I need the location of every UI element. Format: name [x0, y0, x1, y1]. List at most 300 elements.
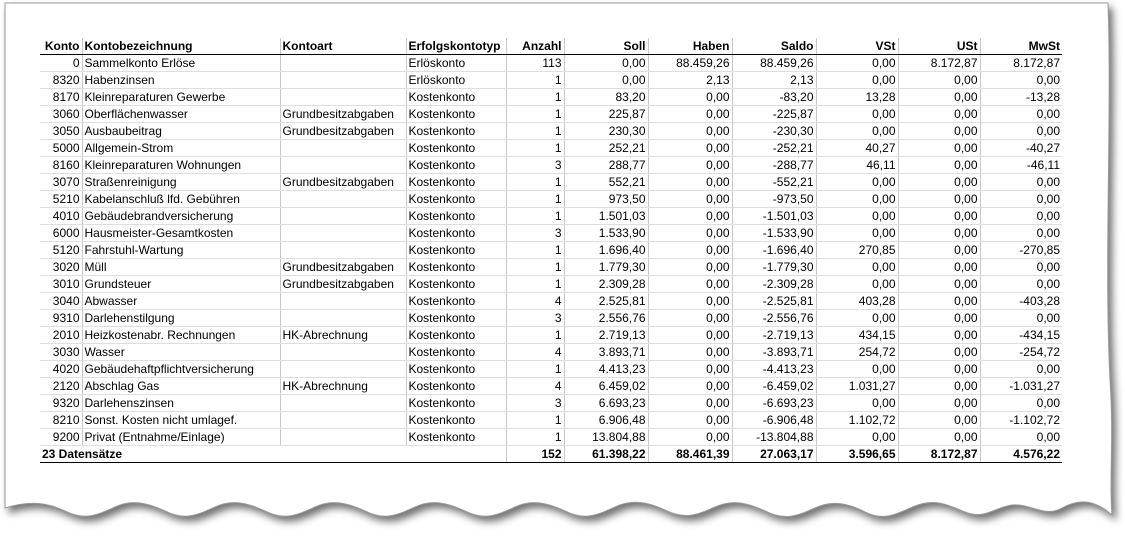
- cell-mwst: 0,00: [980, 225, 1062, 242]
- cell-typ: Kostenkonto: [406, 89, 506, 106]
- cell-bez: Kleinreparaturen Wohnungen: [82, 157, 280, 174]
- cell-art: [280, 89, 406, 106]
- cell-anzahl: 1: [506, 361, 564, 378]
- cell-konto: 3010: [40, 276, 82, 293]
- cell-soll: 2.556,76: [564, 310, 648, 327]
- cell-typ: Kostenkonto: [406, 378, 506, 395]
- cell-ust: 0,00: [898, 174, 980, 191]
- cell-anzahl: 4: [506, 378, 564, 395]
- cell-ust: 0,00: [898, 412, 980, 429]
- cell-ust: 8.172,87: [898, 55, 980, 72]
- cell-soll: 6.459,02: [564, 378, 648, 395]
- cell-anzahl: 3: [506, 225, 564, 242]
- cell-saldo: -225,87: [732, 106, 816, 123]
- cell-haben: 0,00: [648, 123, 732, 140]
- cell-ust: 0,00: [898, 361, 980, 378]
- cell-haben: 0,00: [648, 361, 732, 378]
- cell-saldo: -6.459,02: [732, 378, 816, 395]
- table-row: [40, 157, 1062, 174]
- cell-anzahl: 3: [506, 395, 564, 412]
- cell-saldo: -6.693,23: [732, 395, 816, 412]
- cell-soll: 6.693,23: [564, 395, 648, 412]
- cell-bez: Privat (Entnahme/Einlage): [82, 429, 280, 446]
- header-art: Kontoart: [280, 38, 406, 55]
- cell-art: [280, 55, 406, 72]
- cell-anzahl: 3: [506, 310, 564, 327]
- cell-ust: 0,00: [898, 106, 980, 123]
- cell-soll: 252,21: [564, 140, 648, 157]
- cell-soll: 4.413,23: [564, 361, 648, 378]
- table-row: [40, 123, 1062, 140]
- cell-bez: Darlehenszinsen: [82, 395, 280, 412]
- cell-bez: Straßenreinigung: [82, 174, 280, 191]
- cell-typ: Kostenkonto: [406, 191, 506, 208]
- cell-haben: 0,00: [648, 378, 732, 395]
- cell-mwst: 0,00: [980, 429, 1062, 446]
- cell-mwst: 0,00: [980, 106, 1062, 123]
- cell-saldo: -4.413,23: [732, 361, 816, 378]
- cell-vst: 1.102,72: [816, 412, 898, 429]
- cell-saldo: -1.779,30: [732, 259, 816, 276]
- cell-saldo: -1.696,40: [732, 242, 816, 259]
- table-row: [40, 276, 1062, 293]
- cell-haben: 2,13: [648, 72, 732, 89]
- table-row: [40, 225, 1062, 242]
- cell-anzahl: 1: [506, 208, 564, 225]
- cell-bez: Ausbaubeitrag: [82, 123, 280, 140]
- cell-konto: 5210: [40, 191, 82, 208]
- cell-bez: Fahrstuhl-Wartung: [82, 242, 280, 259]
- cell-vst: 0,00: [816, 276, 898, 293]
- table-body: [40, 55, 1062, 446]
- cell-anzahl: 3: [506, 157, 564, 174]
- cell-mwst: 0,00: [980, 208, 1062, 225]
- cell-ust: 0,00: [898, 429, 980, 446]
- header-bez: Kontobezeichnung: [82, 38, 280, 55]
- cell-art: Grundbesitzabgaben: [280, 276, 406, 293]
- table-row: [40, 344, 1062, 361]
- total-mwst: 4.576,22: [980, 446, 1062, 463]
- cell-haben: 0,00: [648, 89, 732, 106]
- cell-bez: Müll: [82, 259, 280, 276]
- cell-saldo: -2.556,76: [732, 310, 816, 327]
- cell-bez: Oberflächenwasser: [82, 106, 280, 123]
- cell-konto: 3030: [40, 344, 82, 361]
- cell-art: Grundbesitzabgaben: [280, 174, 406, 191]
- cell-ust: 0,00: [898, 327, 980, 344]
- cell-soll: 3.893,71: [564, 344, 648, 361]
- table-row: [40, 429, 1062, 446]
- table-row: [40, 106, 1062, 123]
- header-haben: Haben: [648, 38, 732, 55]
- table-row: [40, 174, 1062, 191]
- cell-anzahl: 1: [506, 72, 564, 89]
- cell-bez: Abwasser: [82, 293, 280, 310]
- table-row: [40, 310, 1062, 327]
- total-ust: 8.172,87: [898, 446, 980, 463]
- table-row: [40, 208, 1062, 225]
- cell-art: [280, 242, 406, 259]
- cell-konto: 6000: [40, 225, 82, 242]
- cell-ust: 0,00: [898, 157, 980, 174]
- cell-art: HK-Abrechnung: [280, 327, 406, 344]
- cell-art: Grundbesitzabgaben: [280, 259, 406, 276]
- cell-bez: Grundsteuer: [82, 276, 280, 293]
- cell-art: [280, 293, 406, 310]
- total-vst: 3.596,65: [816, 446, 898, 463]
- table-row: [40, 327, 1062, 344]
- cell-saldo: -3.893,71: [732, 344, 816, 361]
- cell-konto: 3040: [40, 293, 82, 310]
- cell-saldo: -1.501,03: [732, 208, 816, 225]
- cell-soll: 230,30: [564, 123, 648, 140]
- cell-vst: 270,85: [816, 242, 898, 259]
- cell-vst: 0,00: [816, 429, 898, 446]
- cell-typ: Kostenkonto: [406, 412, 506, 429]
- account-table: [40, 38, 1062, 463]
- header-row: [40, 38, 1062, 55]
- cell-konto: 9310: [40, 310, 82, 327]
- cell-art: [280, 72, 406, 89]
- cell-saldo: -6.906,48: [732, 412, 816, 429]
- table-row: [40, 140, 1062, 157]
- cell-konto: 8320: [40, 72, 82, 89]
- cell-mwst: 0,00: [980, 310, 1062, 327]
- cell-haben: 0,00: [648, 191, 732, 208]
- cell-konto: 0: [40, 55, 82, 72]
- cell-ust: 0,00: [898, 378, 980, 395]
- cell-konto: 3060: [40, 106, 82, 123]
- cell-bez: Gebäudebrandversicherung: [82, 208, 280, 225]
- cell-vst: 46,11: [816, 157, 898, 174]
- cell-saldo: -973,50: [732, 191, 816, 208]
- cell-ust: 0,00: [898, 140, 980, 157]
- cell-art: [280, 225, 406, 242]
- cell-typ: Kostenkonto: [406, 395, 506, 412]
- cell-art: Grundbesitzabgaben: [280, 123, 406, 140]
- cell-konto: 5120: [40, 242, 82, 259]
- cell-art: [280, 429, 406, 446]
- cell-art: [280, 395, 406, 412]
- cell-bez: Sammelkonto Erlöse: [82, 55, 280, 72]
- cell-anzahl: 1: [506, 106, 564, 123]
- cell-haben: 0,00: [648, 429, 732, 446]
- cell-ust: 0,00: [898, 344, 980, 361]
- cell-typ: Kostenkonto: [406, 259, 506, 276]
- cell-anzahl: 1: [506, 429, 564, 446]
- total-haben: 88.461,39: [648, 446, 732, 463]
- cell-bez: Hausmeister-Gesamtkosten: [82, 225, 280, 242]
- cell-mwst: 8.172,87: [980, 55, 1062, 72]
- cell-anzahl: 1: [506, 140, 564, 157]
- cell-mwst: -40,27: [980, 140, 1062, 157]
- cell-art: [280, 361, 406, 378]
- cell-vst: 0,00: [816, 361, 898, 378]
- table-row: [40, 72, 1062, 89]
- cell-vst: 0,00: [816, 259, 898, 276]
- cell-konto: 8170: [40, 89, 82, 106]
- cell-ust: 0,00: [898, 395, 980, 412]
- cell-vst: 0,00: [816, 123, 898, 140]
- cell-haben: 0,00: [648, 242, 732, 259]
- cell-typ: Kostenkonto: [406, 140, 506, 157]
- total-saldo: 27.063,17: [732, 446, 816, 463]
- table-row: [40, 412, 1062, 429]
- header-ust: USt: [898, 38, 980, 55]
- cell-konto: 2010: [40, 327, 82, 344]
- cell-mwst: 0,00: [980, 395, 1062, 412]
- cell-konto: 9200: [40, 429, 82, 446]
- cell-saldo: -252,21: [732, 140, 816, 157]
- cell-mwst: 0,00: [980, 123, 1062, 140]
- cell-vst: 254,72: [816, 344, 898, 361]
- account-report: [40, 38, 1062, 463]
- cell-haben: 0,00: [648, 259, 732, 276]
- cell-mwst: -1.031,27: [980, 378, 1062, 395]
- cell-typ: Kostenkonto: [406, 123, 506, 140]
- cell-ust: 0,00: [898, 310, 980, 327]
- cell-vst: 0,00: [816, 395, 898, 412]
- cell-typ: Erlöskonto: [406, 55, 506, 72]
- cell-saldo: -552,21: [732, 174, 816, 191]
- cell-saldo: -83,20: [732, 89, 816, 106]
- cell-saldo: -288,77: [732, 157, 816, 174]
- cell-konto: 8160: [40, 157, 82, 174]
- cell-anzahl: 4: [506, 344, 564, 361]
- cell-haben: 0,00: [648, 276, 732, 293]
- cell-haben: 0,00: [648, 157, 732, 174]
- cell-ust: 0,00: [898, 72, 980, 89]
- cell-soll: 2.719,13: [564, 327, 648, 344]
- table-row: [40, 293, 1062, 310]
- header-saldo: Saldo: [732, 38, 816, 55]
- cell-mwst: -46,11: [980, 157, 1062, 174]
- cell-anzahl: 1: [506, 259, 564, 276]
- table-row: [40, 361, 1062, 378]
- cell-typ: Kostenkonto: [406, 344, 506, 361]
- cell-typ: Kostenkonto: [406, 429, 506, 446]
- cell-haben: 0,00: [648, 140, 732, 157]
- cell-saldo: 2,13: [732, 72, 816, 89]
- header-vst: VSt: [816, 38, 898, 55]
- cell-bez: Kabelanschluß lfd. Gebühren: [82, 191, 280, 208]
- cell-saldo: 88.459,26: [732, 55, 816, 72]
- cell-bez: Sonst. Kosten nicht umlagef.: [82, 412, 280, 429]
- cell-ust: 0,00: [898, 225, 980, 242]
- cell-mwst: 0,00: [980, 361, 1062, 378]
- cell-vst: 0,00: [816, 208, 898, 225]
- cell-vst: 0,00: [816, 174, 898, 191]
- cell-vst: 40,27: [816, 140, 898, 157]
- cell-art: [280, 157, 406, 174]
- cell-ust: 0,00: [898, 259, 980, 276]
- cell-soll: 6.906,48: [564, 412, 648, 429]
- cell-mwst: 0,00: [980, 72, 1062, 89]
- totals-row: [40, 446, 1062, 463]
- cell-art: [280, 310, 406, 327]
- cell-soll: 552,21: [564, 174, 648, 191]
- cell-saldo: -2.525,81: [732, 293, 816, 310]
- cell-vst: 0,00: [816, 225, 898, 242]
- cell-haben: 0,00: [648, 208, 732, 225]
- cell-bez: Heizkostenabr. Rechnungen: [82, 327, 280, 344]
- cell-soll: 973,50: [564, 191, 648, 208]
- cell-bez: Wasser: [82, 344, 280, 361]
- cell-vst: 1.031,27: [816, 378, 898, 395]
- cell-bez: Kleinreparaturen Gewerbe: [82, 89, 280, 106]
- cell-anzahl: 1: [506, 89, 564, 106]
- table-row: [40, 395, 1062, 412]
- cell-typ: Kostenkonto: [406, 225, 506, 242]
- cell-typ: Kostenkonto: [406, 157, 506, 174]
- cell-typ: Kostenkonto: [406, 208, 506, 225]
- table-row: [40, 89, 1062, 106]
- cell-typ: Kostenkonto: [406, 106, 506, 123]
- cell-saldo: -230,30: [732, 123, 816, 140]
- cell-mwst: -13,28: [980, 89, 1062, 106]
- table-row: [40, 259, 1062, 276]
- cell-ust: 0,00: [898, 293, 980, 310]
- cell-soll: 0,00: [564, 55, 648, 72]
- cell-konto: 4020: [40, 361, 82, 378]
- table-footer: [40, 446, 1062, 463]
- cell-konto: 5000: [40, 140, 82, 157]
- cell-haben: 0,00: [648, 174, 732, 191]
- header-mwst: MwSt: [980, 38, 1062, 55]
- table-row: [40, 55, 1062, 72]
- cell-mwst: 0,00: [980, 191, 1062, 208]
- table-row: [40, 242, 1062, 259]
- cell-anzahl: 4: [506, 293, 564, 310]
- cell-konto: 8210: [40, 412, 82, 429]
- cell-art: [280, 140, 406, 157]
- cell-soll: 2.525,81: [564, 293, 648, 310]
- cell-konto: 4010: [40, 208, 82, 225]
- cell-ust: 0,00: [898, 89, 980, 106]
- cell-typ: Erlöskonto: [406, 72, 506, 89]
- header-soll: Soll: [564, 38, 648, 55]
- cell-vst: 0,00: [816, 191, 898, 208]
- cell-typ: Kostenkonto: [406, 310, 506, 327]
- cell-typ: Kostenkonto: [406, 242, 506, 259]
- cell-anzahl: 1: [506, 191, 564, 208]
- cell-vst: 0,00: [816, 106, 898, 123]
- cell-haben: 0,00: [648, 293, 732, 310]
- cell-haben: 0,00: [648, 327, 732, 344]
- cell-bez: Abschlag Gas: [82, 378, 280, 395]
- cell-haben: 0,00: [648, 412, 732, 429]
- cell-vst: 403,28: [816, 293, 898, 310]
- total-soll: 61.398,22: [564, 446, 648, 463]
- cell-haben: 88.459,26: [648, 55, 732, 72]
- cell-konto: 9320: [40, 395, 82, 412]
- cell-art: Grundbesitzabgaben: [280, 106, 406, 123]
- cell-mwst: -434,15: [980, 327, 1062, 344]
- header-anzahl: Anzahl: [506, 38, 564, 55]
- cell-konto: 2120: [40, 378, 82, 395]
- cell-mwst: -254,72: [980, 344, 1062, 361]
- table-row: [40, 191, 1062, 208]
- cell-saldo: -2.309,28: [732, 276, 816, 293]
- cell-anzahl: 1: [506, 412, 564, 429]
- cell-haben: 0,00: [648, 395, 732, 412]
- cell-ust: 0,00: [898, 276, 980, 293]
- header-konto: Konto: [40, 38, 82, 55]
- cell-bez: Gebäudehaftpflichtversicherung: [82, 361, 280, 378]
- cell-art: [280, 344, 406, 361]
- cell-mwst: -1.102,72: [980, 412, 1062, 429]
- cell-mwst: 0,00: [980, 174, 1062, 191]
- cell-anzahl: 1: [506, 242, 564, 259]
- cell-art: [280, 208, 406, 225]
- cell-typ: Kostenkonto: [406, 293, 506, 310]
- cell-vst: 0,00: [816, 310, 898, 327]
- cell-soll: 83,20: [564, 89, 648, 106]
- cell-soll: 1.779,30: [564, 259, 648, 276]
- cell-typ: Kostenkonto: [406, 276, 506, 293]
- cell-saldo: -2.719,13: [732, 327, 816, 344]
- cell-ust: 0,00: [898, 191, 980, 208]
- cell-konto: 3050: [40, 123, 82, 140]
- header-typ: Erfolgskontotyp: [406, 38, 506, 55]
- cell-vst: 0,00: [816, 72, 898, 89]
- cell-anzahl: 1: [506, 276, 564, 293]
- cell-typ: Kostenkonto: [406, 174, 506, 191]
- cell-soll: 288,77: [564, 157, 648, 174]
- table-header: [40, 38, 1062, 55]
- cell-anzahl: 113: [506, 55, 564, 72]
- cell-soll: 225,87: [564, 106, 648, 123]
- cell-soll: 0,00: [564, 72, 648, 89]
- cell-bez: Allgemein-Strom: [82, 140, 280, 157]
- cell-bez: Darlehenstilgung: [82, 310, 280, 327]
- cell-anzahl: 1: [506, 123, 564, 140]
- cell-anzahl: 1: [506, 174, 564, 191]
- cell-haben: 0,00: [648, 310, 732, 327]
- cell-typ: Kostenkonto: [406, 361, 506, 378]
- cell-typ: Kostenkonto: [406, 327, 506, 344]
- cell-soll: 1.501,03: [564, 208, 648, 225]
- cell-haben: 0,00: [648, 344, 732, 361]
- cell-mwst: -403,28: [980, 293, 1062, 310]
- cell-ust: 0,00: [898, 242, 980, 259]
- cell-saldo: -1.533,90: [732, 225, 816, 242]
- table-row: [40, 378, 1062, 395]
- cell-haben: 0,00: [648, 225, 732, 242]
- cell-art: [280, 191, 406, 208]
- cell-ust: 0,00: [898, 208, 980, 225]
- total-anzahl: 152: [506, 446, 564, 463]
- cell-soll: 1.533,90: [564, 225, 648, 242]
- cell-vst: 0,00: [816, 55, 898, 72]
- cell-art: [280, 412, 406, 429]
- cell-art: HK-Abrechnung: [280, 378, 406, 395]
- cell-mwst: 0,00: [980, 259, 1062, 276]
- cell-anzahl: 1: [506, 327, 564, 344]
- cell-ust: 0,00: [898, 123, 980, 140]
- cell-vst: 13,28: [816, 89, 898, 106]
- cell-soll: 2.309,28: [564, 276, 648, 293]
- cell-konto: 3020: [40, 259, 82, 276]
- cell-soll: 1.696,40: [564, 242, 648, 259]
- cell-soll: 13.804,88: [564, 429, 648, 446]
- record-count: 23 Datensätze: [40, 446, 506, 463]
- cell-bez: Habenzinsen: [82, 72, 280, 89]
- cell-saldo: -13.804,88: [732, 429, 816, 446]
- cell-konto: 3070: [40, 174, 82, 191]
- cell-mwst: -270,85: [980, 242, 1062, 259]
- cell-haben: 0,00: [648, 106, 732, 123]
